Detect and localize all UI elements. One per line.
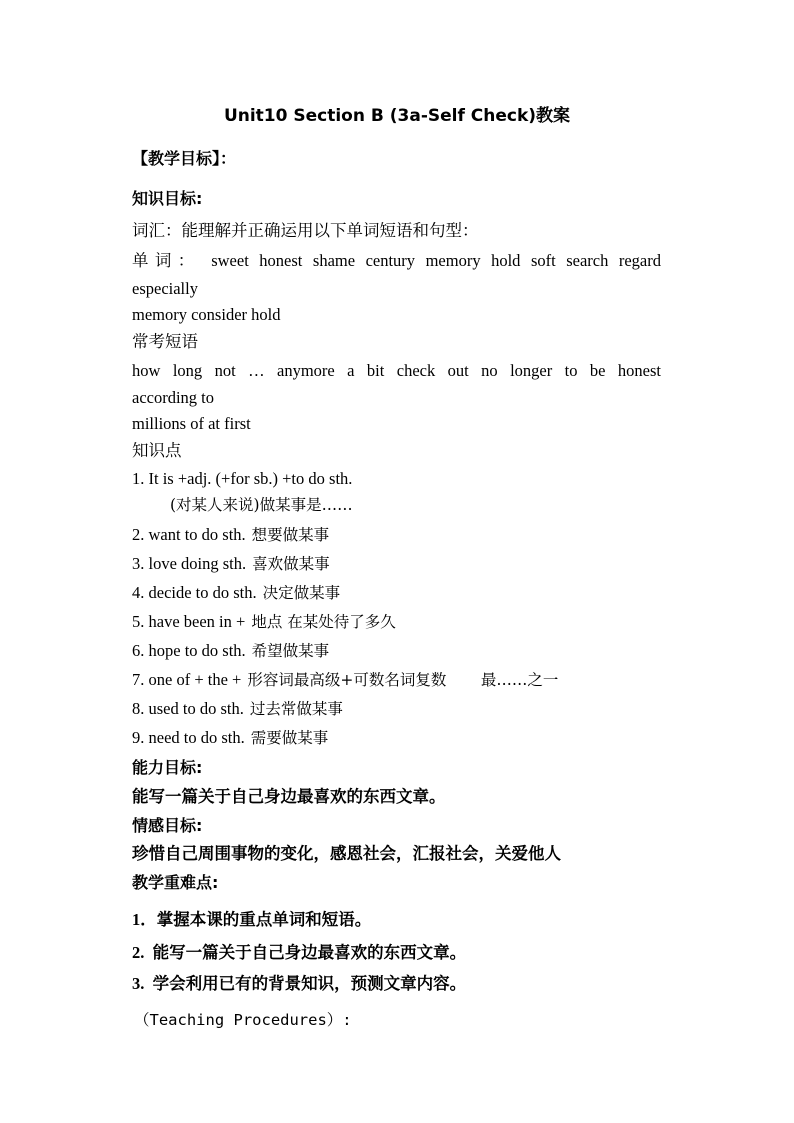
- difficulty-heading: 教学重难点:: [132, 873, 219, 892]
- phrases-label: 常考短语: [132, 332, 198, 351]
- phrases-line-3: millions of at first: [132, 414, 251, 433]
- emotion-text: 珍惜自己周围事物的变化，感恩社会，汇报社会，关爱他人: [132, 844, 561, 863]
- objectives-heading: 【教学目标】：: [132, 149, 237, 168]
- point-item: 1. It is +adj. (+for sb.) +to do sth.: [132, 469, 353, 488]
- difficulty-item: 3. 学会利用已有的背景知识，预测文章内容。: [132, 974, 467, 993]
- words-line-3: memory consider hold: [132, 305, 281, 324]
- phrases-line-1: how long not … anymore a bit check out no longer to be honest: [132, 361, 661, 380]
- words-line-2: especially: [132, 279, 198, 298]
- vocab-intro: 词汇：能理解并正确运用以下单词短语和句型：: [132, 221, 479, 240]
- procedures-heading: （Teaching Procedures）:: [134, 1011, 352, 1029]
- point-item: 2. want to do sth. 想要做某事: [132, 525, 330, 544]
- words-line-1: [132, 250, 661, 272]
- point-item: 5. have been in + 地点 在某处待了多久: [132, 612, 396, 631]
- difficulty-item: 1．掌握本课的重点单词和短语。: [132, 910, 372, 929]
- point-item: 9. need to do sth. 需要做某事: [132, 728, 329, 747]
- points-label: 知识点: [132, 441, 182, 460]
- point-item: 8. used to do sth. 过去常做某事: [132, 699, 343, 718]
- point-item: 7. one of + the + 形容词最高级+可数名词复数 最……之一: [132, 670, 559, 689]
- point-item: 4. decide to do sth. 决定做某事: [132, 583, 341, 602]
- point-item: (对某人来说)做某事是……: [170, 496, 353, 514]
- phrases-line-2: according to: [132, 388, 215, 407]
- ability-heading: 能力目标:: [132, 758, 203, 777]
- words-label: 单词：: [132, 251, 201, 270]
- knowledge-heading: 知识目标:: [132, 189, 203, 208]
- words-list: sweet honest shame century memory hold soft search regard: [211, 251, 662, 270]
- ability-text: 能写一篇关于自己身边最喜欢的东西文章。: [132, 787, 446, 806]
- point-item: 3. love doing sth. 喜欢做某事: [132, 554, 330, 573]
- point-item: 6. hope to do sth. 希望做某事: [132, 641, 330, 660]
- difficulty-item: 2. 能写一篇关于自己身边最喜欢的东西文章。: [132, 943, 467, 962]
- document-title: Unit10 Section B (3a-Self Check)教案: [223, 106, 571, 126]
- emotion-heading: 情感目标:: [132, 816, 203, 835]
